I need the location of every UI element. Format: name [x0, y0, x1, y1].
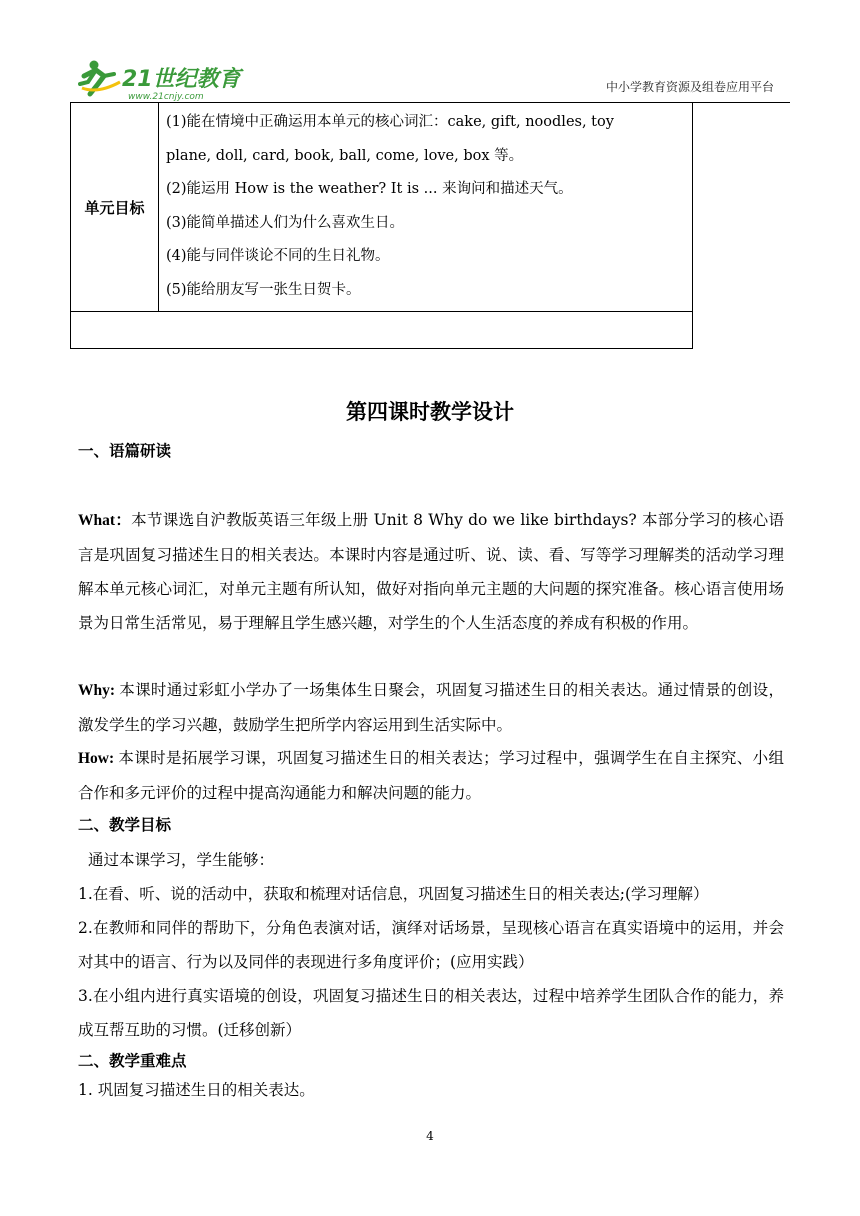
goal-line: (1)能在情境中正确运用本单元的核心词汇：cake, gift, noodles, toy	[166, 114, 614, 130]
platform-name: 中小学教育资源及组卷应用平台	[605, 80, 774, 94]
table-row	[71, 312, 693, 349]
what-paragraph	[78, 503, 784, 640]
unit-goals-table	[70, 102, 693, 349]
svg-text:21世纪教育: 21世纪教育	[122, 67, 241, 92]
unit-goals-content	[159, 103, 693, 312]
page-header	[78, 58, 782, 102]
goal-line: (4)能与同伴谈论不同的生日礼物。	[166, 248, 390, 264]
section-heading-teaching-goals: 二、教学目标	[78, 816, 172, 834]
why-text: 本课时通过彩虹小学办了一场集体生日聚会，巩固复习描述生日的相关表达。通过情景的创设，激发学生的学习兴趣，鼓励学生把所学内容运用到生活实际中。	[78, 681, 784, 734]
goal-line: (3)能简单描述人们为什么喜欢生日。	[166, 214, 405, 231]
goal-item: 1.在看、听、说的活动中，获取和梳理对话信息，巩固复习描述生日的相关表达;(学习理解）	[78, 885, 709, 903]
21cnjy-logo	[78, 58, 253, 102]
section-heading-text-analysis: 一、语篇研读	[78, 442, 172, 460]
how-paragraph	[78, 741, 784, 810]
table-row	[71, 103, 693, 312]
goal-line: (5)能给朋友写一张生日贺卡。	[166, 281, 361, 298]
goal-line: plane, doll, card, book, ball, come, love, box 等。	[166, 147, 524, 164]
goals-intro: 通过本课学习，学生能够：	[88, 851, 275, 869]
how-label: How:	[78, 750, 119, 767]
key-point-item: 1. 巩固复习描述生日的相关表达。	[78, 1081, 315, 1099]
why-label: Why:	[78, 682, 120, 699]
what-text: 本节课选自沪教版英语三年级上册 Unit 8 Why do we like birthdays? 本部分学习的核心语言是巩固复习描述生日的相关表达。本课时内容是通过听、说、读、看、写等学习理解类的活动学习理解本单元核心词汇，对单元主题有所认知，做好对指向单元主题的大问题的探究准备。核心语言使用场景为日常生活常见，易于理解且学生感兴趣，对学生的个人生活态度的养成有积极的作用。	[78, 511, 784, 632]
unit-goals-label: 单元目标	[71, 103, 159, 312]
why-paragraph	[78, 673, 784, 742]
goal-line: (2)能运用 How is the weather? It is ... 来询问和描述天气。	[166, 181, 573, 197]
goal-item: 2.在教师和同伴的帮助下，分角色表演对话，演绎对话场景，呈现核心语言在真实语境中的运用，并会对其中的语言、行为以及同伴的表现进行多角度评价；(应用实践）	[78, 919, 784, 971]
empty-table-row	[71, 312, 693, 349]
svg-text:www.21cnjy.com: www.21cnjy.com	[128, 92, 204, 102]
goal-item: 3.在小组内进行真实语境的创设，巩固复习描述生日的相关表达，过程中培养学生团队合作的能力，养成互帮互助的习惯。(迁移创新）	[78, 987, 784, 1039]
page-number: 4	[426, 1129, 434, 1143]
document-title: 第四课时教学设计	[346, 400, 514, 424]
what-label: What：	[78, 512, 132, 529]
section-heading-key-points: 二、教学重难点	[78, 1052, 187, 1070]
how-text: 本课时是拓展学习课，巩固复习描述生日的相关表达；学习过程中，强调学生在自主探究、小组合作和多元评价的过程中提高沟通能力和解决问题的能力。	[78, 749, 784, 802]
